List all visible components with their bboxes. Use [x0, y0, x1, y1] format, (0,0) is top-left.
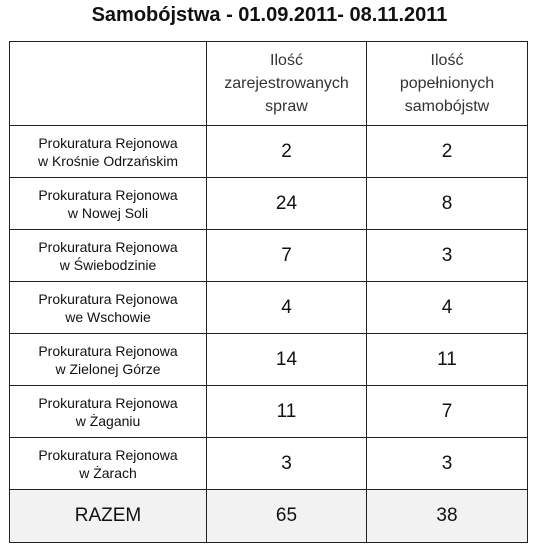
name-line: Prokuratura Rejonowa: [38, 134, 178, 151]
header-registered-cases: [207, 42, 367, 126]
page-title: Samobójstwa - 01.09.2011- 08.11.2011: [91, 4, 448, 26]
registered-count: 11: [207, 386, 367, 438]
registered-count: 3: [207, 438, 367, 490]
registered-count: 24: [207, 178, 367, 230]
header-line: Ilość: [430, 52, 464, 69]
header-line: Ilość: [270, 52, 303, 69]
table-row: [10, 386, 528, 438]
prosecutor-office-name: [10, 178, 207, 230]
table-row: [10, 438, 528, 490]
total-committed: 38: [367, 490, 528, 543]
committed-count: 2: [367, 126, 528, 178]
registered-count: 14: [207, 334, 367, 386]
name-line: w Żaganiu: [75, 412, 141, 429]
prosecutor-office-name: [10, 334, 207, 386]
name-line: Prokuratura Rejonowa: [38, 446, 178, 463]
name-line: w Krośnie Odrzańskim: [37, 152, 179, 169]
table-row: [10, 230, 528, 282]
header-row: [10, 42, 528, 126]
prosecutor-office-name: [10, 386, 207, 438]
name-line: we Wschowie: [65, 308, 151, 325]
name-line: w Świebodzinie: [59, 256, 157, 273]
header-line: popełnionych: [399, 75, 495, 92]
registered-count: 4: [207, 282, 367, 334]
name-line: Prokuratura Rejonowa: [38, 290, 178, 307]
registered-count: 2: [207, 126, 367, 178]
header-line: spraw: [265, 98, 308, 115]
prosecutor-office-name: [10, 230, 207, 282]
header-line: samobójstw: [404, 98, 490, 115]
header-committed-suicides: [367, 42, 528, 126]
name-line: w Nowej Soli: [67, 204, 149, 221]
name-line: Prokuratura Rejonowa: [38, 394, 178, 411]
prosecutor-office-name: [10, 438, 207, 490]
table-row: [10, 126, 528, 178]
table-row: [10, 178, 528, 230]
committed-count: 7: [367, 386, 528, 438]
header-empty-cell: [10, 42, 207, 126]
name-line: Prokuratura Rejonowa: [38, 186, 178, 203]
name-line: w Żarach: [79, 464, 137, 481]
name-line: Prokuratura Rejonowa: [38, 342, 178, 359]
committed-count: 4: [367, 282, 528, 334]
committed-count: 8: [367, 178, 528, 230]
committed-count: 3: [367, 230, 528, 282]
header-line: zarejestrowanych: [224, 75, 349, 92]
name-line: w Zielonej Górze: [55, 360, 161, 377]
suicides-table: [9, 41, 528, 543]
prosecutor-office-name: [10, 282, 207, 334]
committed-count: 11: [367, 334, 528, 386]
total-label: RAZEM: [10, 490, 207, 543]
name-line: Prokuratura Rejonowa: [38, 238, 178, 255]
total-row: [10, 490, 528, 543]
registered-count: 7: [207, 230, 367, 282]
table-row: [10, 334, 528, 386]
table-row: [10, 282, 528, 334]
total-registered: 65: [207, 490, 367, 543]
committed-count: 3: [367, 438, 528, 490]
prosecutor-office-name: [10, 126, 207, 178]
